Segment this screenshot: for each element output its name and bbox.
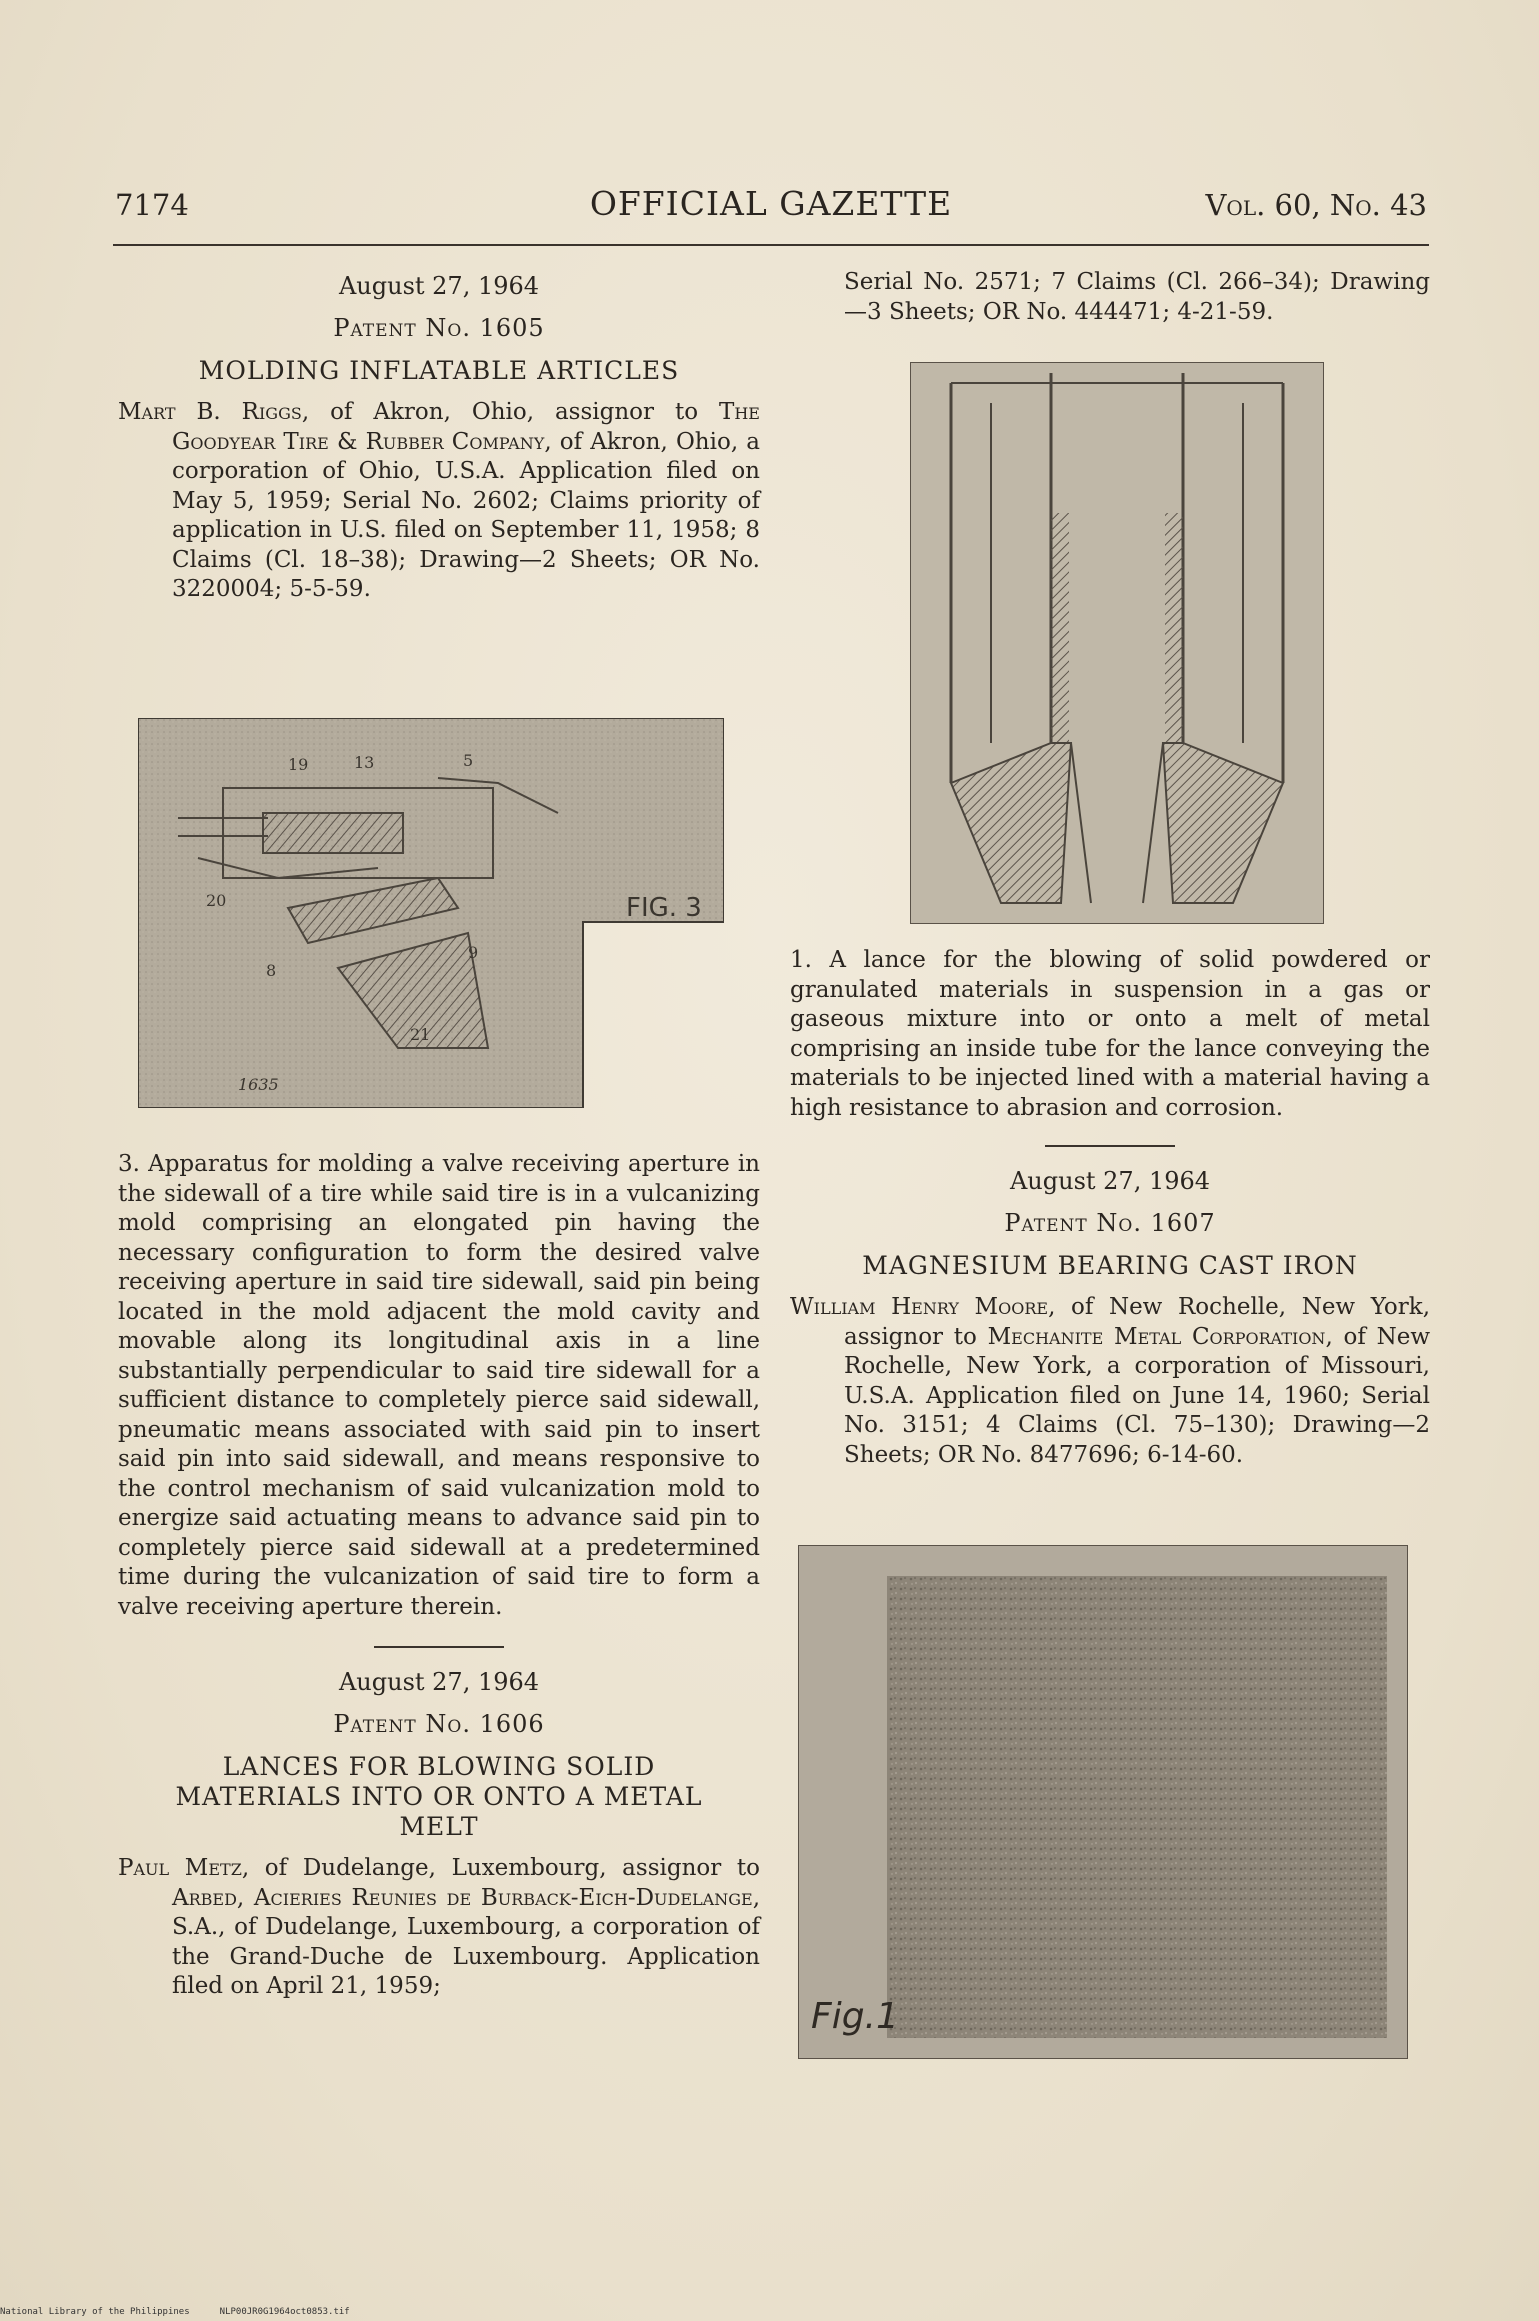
footer-file: NLP00JR0G1964oct0853.tif <box>219 2307 350 2317</box>
right-column-lower <box>790 946 1430 1470</box>
fig3-label-1635: 1635 <box>238 1075 279 1094</box>
patent-1607-text-b: , of New Rochelle, New York, a corporation of Missouri, U.S.A. Application filed on June 14, 1960; Serial No. 3151; 4 Claims (Cl. 75–130); Drawing—2 Sheets; OR No. 8477696; 6-14-60. <box>844 1323 1431 1468</box>
micrograph <box>799 1546 1407 2058</box>
patent-1607-title: MAGNESIUM BEARING CAST IRON <box>862 1251 1358 1280</box>
lance-drawing <box>911 363 1323 923</box>
patent-1606-text-b: , S.A., of Dudelange, Luxembourg, a corporation of the Grand-Duche de Luxembourg. Application filed on April 21, 1959; <box>172 1884 760 1999</box>
patent-1605-date: August 27, 1964 <box>338 272 540 300</box>
patent-1605-title: MOLDING INFLATABLE ARTICLES <box>198 356 680 385</box>
patent-1607-text-a: , of New Rochelle, New York, assignor to <box>844 1294 1430 1350</box>
fig3-label-20: 20 <box>206 891 227 910</box>
patent-1606-claim: 1. A lance for the blowing of solid powdered or granulated materials in suspension in a gas or gaseous mixture into or onto a melt of metal comprising an inside tube for the lance conveying the materials to be injected lined with a material having a high resistance to abrasion and corrosion. <box>790 947 1430 1121</box>
footer-library: National Library of the Philippines <box>0 2307 190 2317</box>
patent-1606-assignee: Arbed, Acieries Reunies de Burback-Eich-Dudelange <box>172 1884 753 1911</box>
patent-1606-text-a: , of Dudelange, Luxembourg, assignor to <box>241 1855 760 1881</box>
page-number: 7174 <box>115 188 189 222</box>
right-column <box>790 268 1430 327</box>
separator-2 <box>1045 1145 1175 1147</box>
patent-1607-inventor: William Henry Moore <box>790 1294 1049 1320</box>
patent-1607-figure <box>798 1545 1408 2059</box>
mold-drawing <box>138 718 724 1108</box>
fig3-label-8: 8 <box>266 961 277 980</box>
patent-1605-figure <box>138 718 724 1108</box>
header-rule <box>113 244 1429 246</box>
left-column-lower <box>118 1150 760 2002</box>
page-header <box>115 184 1427 228</box>
fig1-label: Fig.1 <box>811 1996 899 2037</box>
patent-1606-inventor: Paul Metz <box>118 1855 242 1881</box>
fig3-label-5: 5 <box>463 751 474 770</box>
patent-1605-inventor: Mart B. Riggs <box>118 399 302 425</box>
patent-1607-abstract <box>790 1293 1430 1470</box>
fig3-label-21: 21 <box>410 1025 431 1044</box>
fig3-label-19: 19 <box>288 755 309 774</box>
separator-1 <box>374 1646 504 1648</box>
patent-1605-abstract <box>118 398 760 605</box>
volume-number: Vol. 60, No. 43 <box>1205 188 1427 222</box>
patent-1606-date: August 27, 1964 <box>338 1668 540 1696</box>
patent-1606-figure <box>910 362 1324 924</box>
patent-1607-date: August 27, 1964 <box>1009 1167 1211 1195</box>
patent-1605-assignee: The Goodyear Tire & Rubber Company <box>172 399 760 455</box>
patent-1606-abstract <box>118 1854 760 2002</box>
fig3-title: FIG. 3 <box>626 893 702 923</box>
patent-1605-claim: 3. Apparatus for molding a valve receiving aperture in the sidewall of a tire while said tire is in a vulcanizing mold comprising an elongated pin having the necessary configuration to form the desired valve receiving aperture in said tire sidewall, said pin being located in the mold adjacent the mold cavity and movable along its longitudinal axis in a line substantially perpendicular to said tire sidewall for a sufficient distance to completely pierce said sidewall, pneumatic means associated with said pin to insert said pin into said sidewall, and means responsive to the control mechanism of said vulcanization mold to energize said actuating means to advance said pin to completely pierce said sidewall at a predetermined time during the vulcanization of said tire to form a valve receiving aperture therein. <box>118 1151 760 1620</box>
patent-1606-abstract-continued: Serial No. 2571; 7 Claims (Cl. 266–34); Drawing—3 Sheets; OR No. 444471; 4-21-59. <box>844 269 1430 325</box>
scan-footer <box>0 2307 380 2317</box>
patent-1607-assignee: Mechanite Metal Corporation <box>987 1323 1326 1350</box>
patent-1605-text-b: , of Akron, Ohio, a corporation of Ohio, U.S.A. Application filed on May 5, 1959; Serial No. 2602; Claims priority of application in U.S. filed on September 11, 1958; 8 Claims (Cl. 18–38); Drawing—2 Sheets; OR No. 3220004; 5-5-59. <box>172 428 760 602</box>
fig3-label-9: 9 <box>468 943 479 962</box>
patent-1605-number: Patent No. 1605 <box>333 314 545 342</box>
publication-title: OFFICIAL GAZETTE <box>589 184 953 223</box>
patent-1606-number: Patent No. 1606 <box>333 1710 545 1738</box>
left-column <box>118 268 760 605</box>
patent-1607-number: Patent No. 1607 <box>1004 1209 1216 1237</box>
patent-1605-text-a: , of Akron, Ohio, assignor to <box>301 399 719 425</box>
fig3-label-13: 13 <box>354 753 375 772</box>
patent-1606-title: LANCES FOR BLOWING SOLID MATERIALS INTO OR ONTO A METAL MELT <box>175 1752 703 1841</box>
